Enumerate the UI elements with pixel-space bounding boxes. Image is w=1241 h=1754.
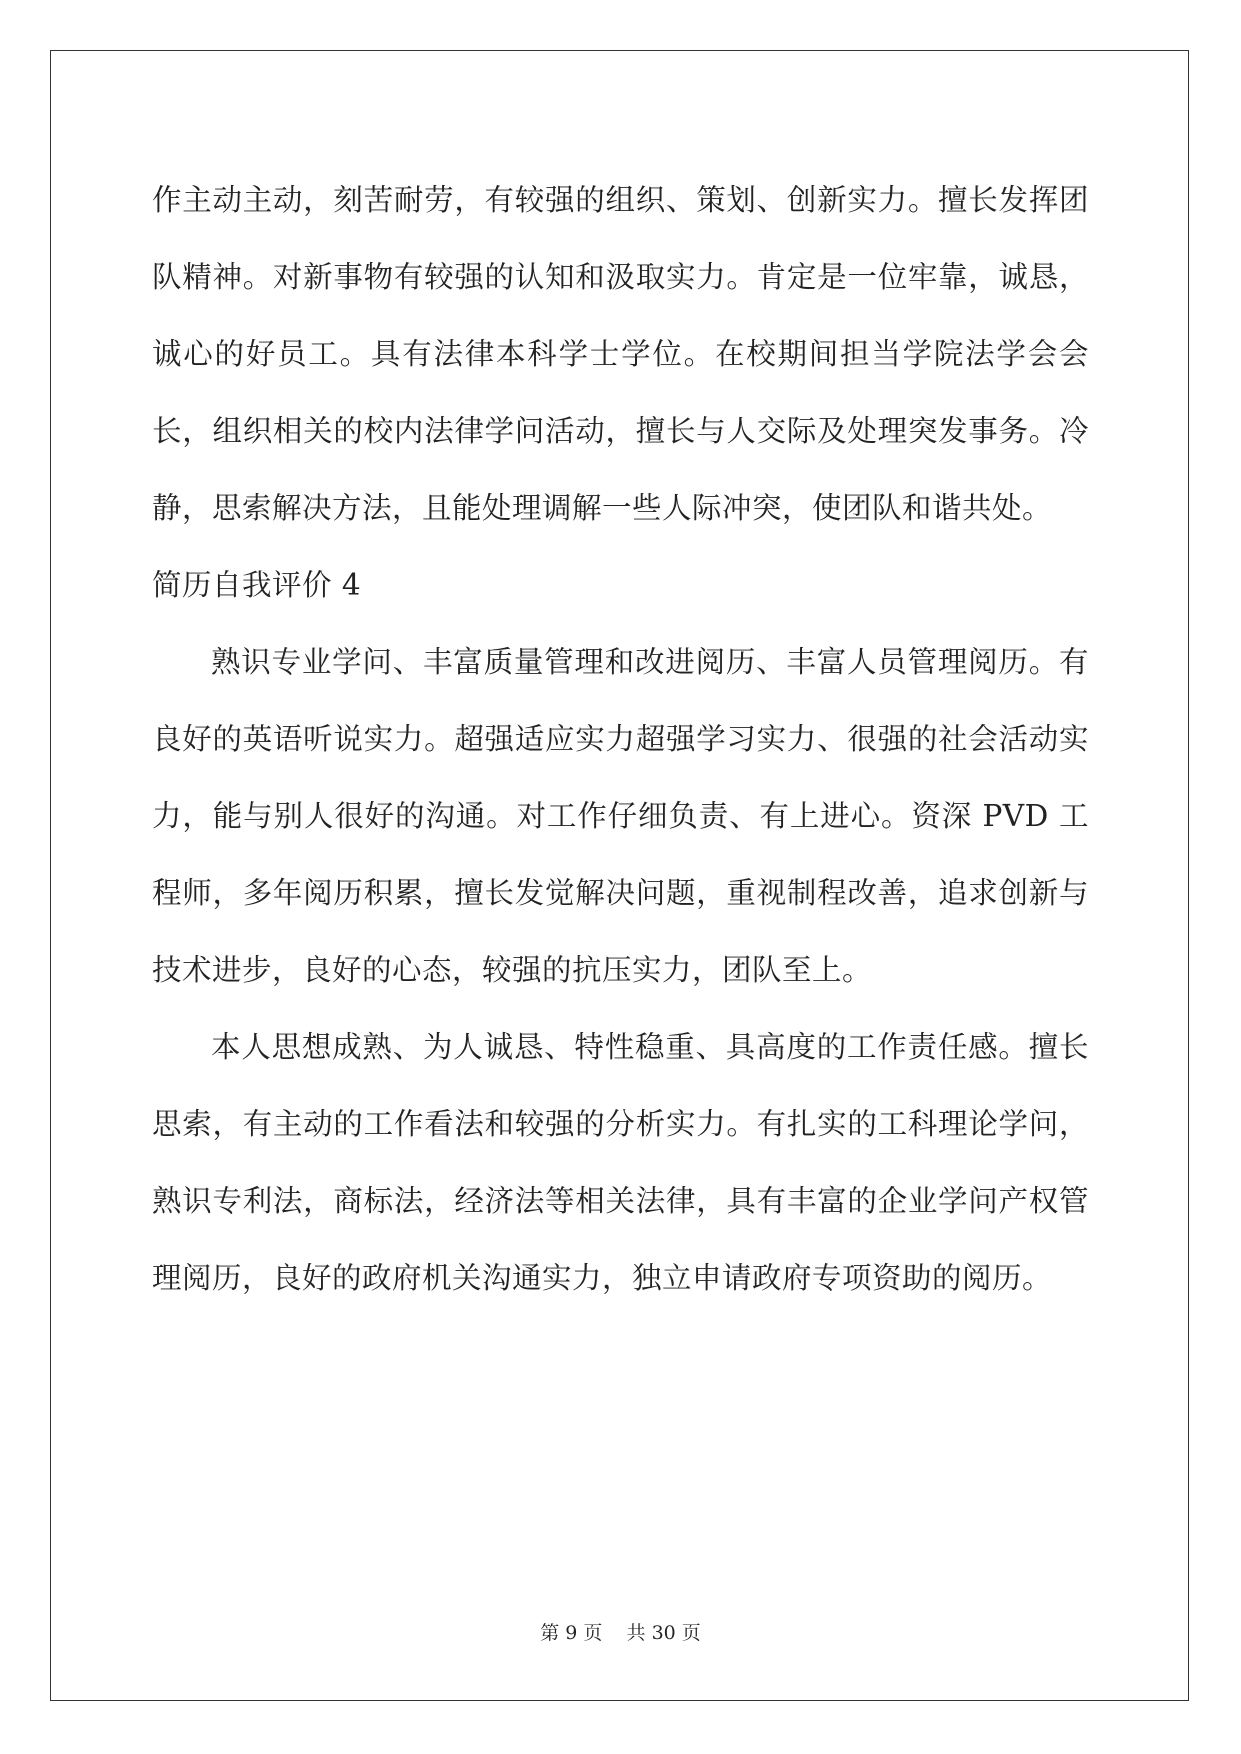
- document-body: [152, 162, 1089, 1317]
- section-heading: 简历自我评价 4: [152, 568, 362, 602]
- paragraph-2: 熟识专业学问、丰富质量管理和改进阅历、丰富人员管理阅历。有良好的英语听说实力。超强适应实力超强学习实力、很强的社会活动实力，能与别人很好的沟通。对工作仔细负责、有上进心。资深 PVD 工程师，多年阅历积累，擅长发觉解决问题，重视制程改善，追求创新与技术进步，良好的心态，较强的抗压实力，团队至上。: [152, 645, 1089, 987]
- page-number-footer: 第 9 页 共 30 页: [540, 1622, 701, 1644]
- paragraph-continued: 作主动主动，刻苦耐劳，有较强的组织、策划、创新实力。擅长发挥团队精神。对新事物有较强的认知和汲取实力。肯定是一位牢靠，诚恳，诚心的好员工。具有法律本科学士学位。在校期间担当学院法学会会长，组织相关的校内法律学问活动，擅长与人交际及处理突发事务。冷静，思索解决方法，且能处理调解一些人际冲突，使团队和谐共处。: [152, 183, 1089, 525]
- paragraph-3: 本人思想成熟、为人诚恳、特性稳重、具高度的工作责任感。擅长思索，有主动的工作看法和较强的分析实力。有扎实的工科理论学问，熟识专利法，商标法，经济法等相关法律，具有丰富的企业学问产权管理阅历，良好的政府机关沟通实力，独立申请政府专项资助的阅历。: [152, 1030, 1089, 1295]
